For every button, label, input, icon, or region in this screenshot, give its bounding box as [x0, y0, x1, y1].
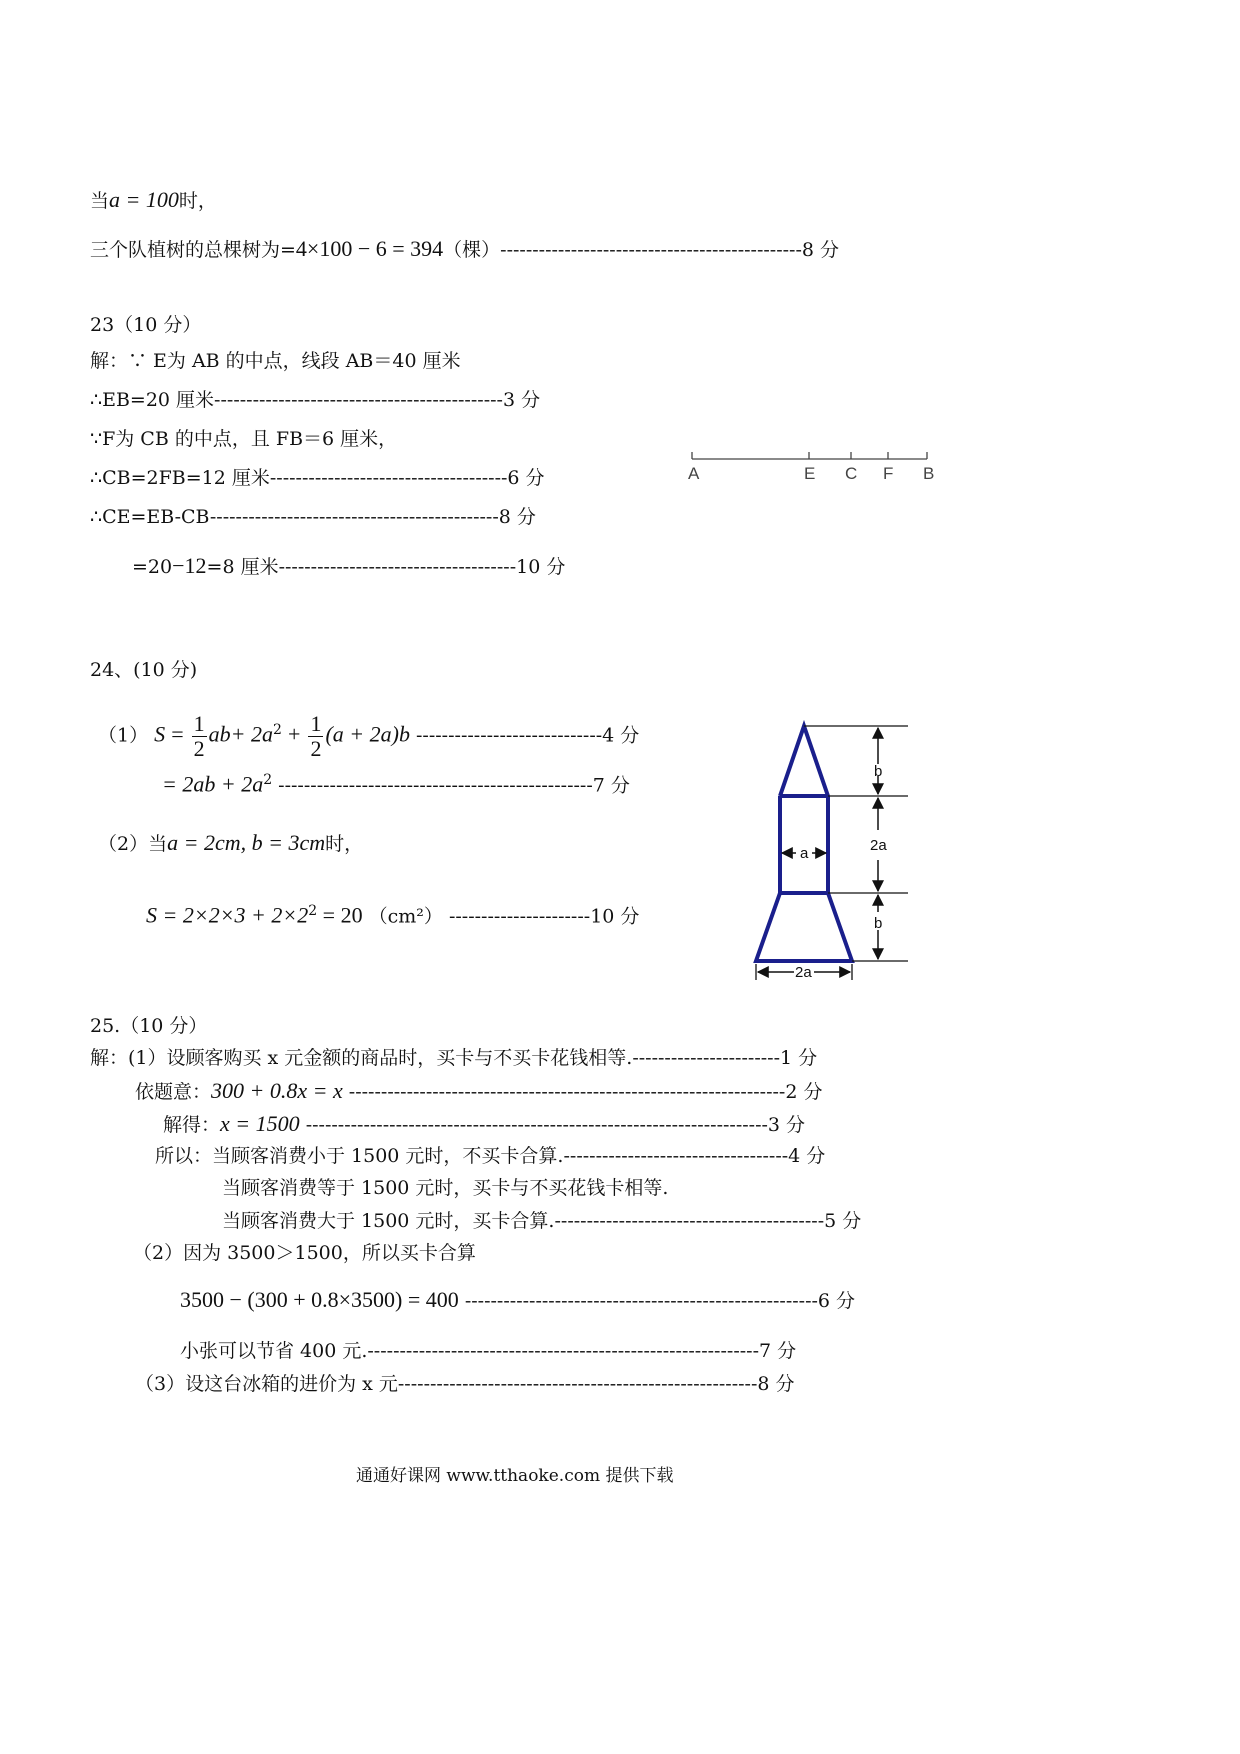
math: 300 + 0.8x = x [211, 1078, 343, 1103]
score: ----------------------10 分 [448, 905, 640, 928]
answer-line: ∴EB=20 厘米---------------------------------------------3 分 [90, 389, 541, 411]
point-label-c: C [845, 464, 858, 483]
fraction [308, 712, 323, 761]
math: −12 [172, 553, 207, 578]
math: + 2a [230, 721, 274, 747]
numerator: 1 [310, 710, 322, 736]
page-footer: 通通好课网 www.tthaoke.com 提供下载 [356, 1466, 674, 1486]
text: 当 [90, 190, 110, 212]
question-title: 24、(10 分) [90, 659, 198, 681]
question-title: 23（10 分） [90, 314, 202, 336]
answer-line: 解：(1）设顾客购买 x 元金额的商品时，买卡与不买卡花钱相等.-----------------------1 分 [90, 1047, 818, 1069]
answer-line: （3）设这台冰箱的进价为 x 元--------------------------------------------------------8 分 [135, 1373, 795, 1395]
text: 三个队植树的总棵树为= [90, 239, 296, 261]
superscript: 2 [263, 772, 273, 788]
score: -------------------------------------------------7 分 [278, 774, 630, 797]
math: S = 2×2×3 + 2×2 [146, 902, 309, 928]
answer-line [90, 188, 217, 213]
fraction [192, 712, 207, 761]
answer-line: 所以：当顾客消费小于 1500 元时，不买卡合算.-----------------------------------4 分 [155, 1145, 826, 1167]
math: = 2ab + 2a [162, 771, 264, 797]
text: 时， [178, 190, 217, 212]
math: 3500 − (300 + 0.8×3500) = 400 [180, 1287, 459, 1312]
label-b-bottom: b [874, 915, 883, 932]
denominator: 2 [193, 735, 205, 761]
superscript: 2 [308, 903, 318, 919]
score: --------------------------------------------------------------------2 分 [348, 1081, 823, 1103]
answer-line: 当顾客消费等于 1500 元时，买卡与不买花钱卡相等. [222, 1177, 669, 1199]
answer-line [90, 237, 839, 262]
point-label-b: B [923, 464, 935, 483]
math: a = 2cm, b = 3cm [167, 830, 326, 855]
label-2a-bottom: 2a [795, 964, 812, 981]
answer-line: ∴CB=2FB=12 厘米-------------------------------------6 分 [90, 467, 545, 489]
label-a-mid: a [800, 845, 809, 862]
text: =8 厘米-------------------------------------10 分 [206, 556, 566, 578]
math: = [171, 721, 184, 747]
formula-line [98, 831, 363, 856]
label-b-top: b [874, 763, 883, 780]
text: 依题意： [135, 1081, 212, 1103]
text: （2）当 [98, 833, 168, 855]
denominator: 2 [310, 735, 322, 761]
answer-line [135, 1079, 822, 1104]
answer-line: ∵F为 CB 的中点，且 FB＝6 厘米， [90, 428, 398, 450]
point-label-a: A [688, 464, 700, 483]
unit: （cm²） [368, 905, 443, 928]
formula-line [146, 899, 639, 928]
score: ------------------------------------------------------------------------3 分 [305, 1114, 806, 1136]
math: + [287, 721, 301, 747]
math: S [154, 721, 166, 747]
math: (a + 2a)b [325, 721, 410, 747]
answer-line: （2）因为 3500＞1500，所以买卡合算 [133, 1242, 476, 1264]
text: （棵）-----------------------------------------------8 分 [443, 239, 840, 261]
part-label: （1） [98, 724, 149, 747]
text: =20 [132, 556, 173, 578]
answer-line: 小张可以节省 400 元.-------------------------------------------------------------7 分 [180, 1340, 797, 1362]
math: a = 100 [109, 187, 179, 212]
text: 解得： [163, 1114, 221, 1136]
math: = 20 [317, 902, 363, 928]
answer-line: 当顾客消费大于 1500 元时，买卡合算.------------------------------------------5 分 [222, 1210, 862, 1232]
math: 4×100 − 6 = 394 [295, 236, 444, 261]
formula-line [98, 702, 639, 763]
shape-figure [750, 718, 920, 988]
text: 时， [325, 833, 364, 855]
superscript: 2 [273, 722, 282, 738]
segment-diagram [680, 447, 940, 487]
score: -------------------------------------------------------6 分 [464, 1290, 856, 1312]
answer-line [180, 1288, 855, 1313]
score: -----------------------------4 分 [416, 724, 640, 747]
label-2a-right: 2a [870, 837, 887, 854]
math: ab [208, 721, 231, 747]
answer-line [132, 554, 565, 579]
point-label-f: F [883, 464, 894, 483]
numerator: 1 [193, 710, 205, 736]
formula-line [162, 768, 630, 797]
question-title: 25.（10 分） [90, 1015, 208, 1037]
point-label-e: E [804, 464, 816, 483]
answer-line [163, 1112, 805, 1137]
answer-line: ∴CE=EB-CB---------------------------------------------8 分 [90, 506, 536, 528]
math: x = 1500 [220, 1111, 300, 1136]
answer-line: 解：∵ E为 AB 的中点，线段 AB＝40 厘米 [90, 350, 461, 372]
